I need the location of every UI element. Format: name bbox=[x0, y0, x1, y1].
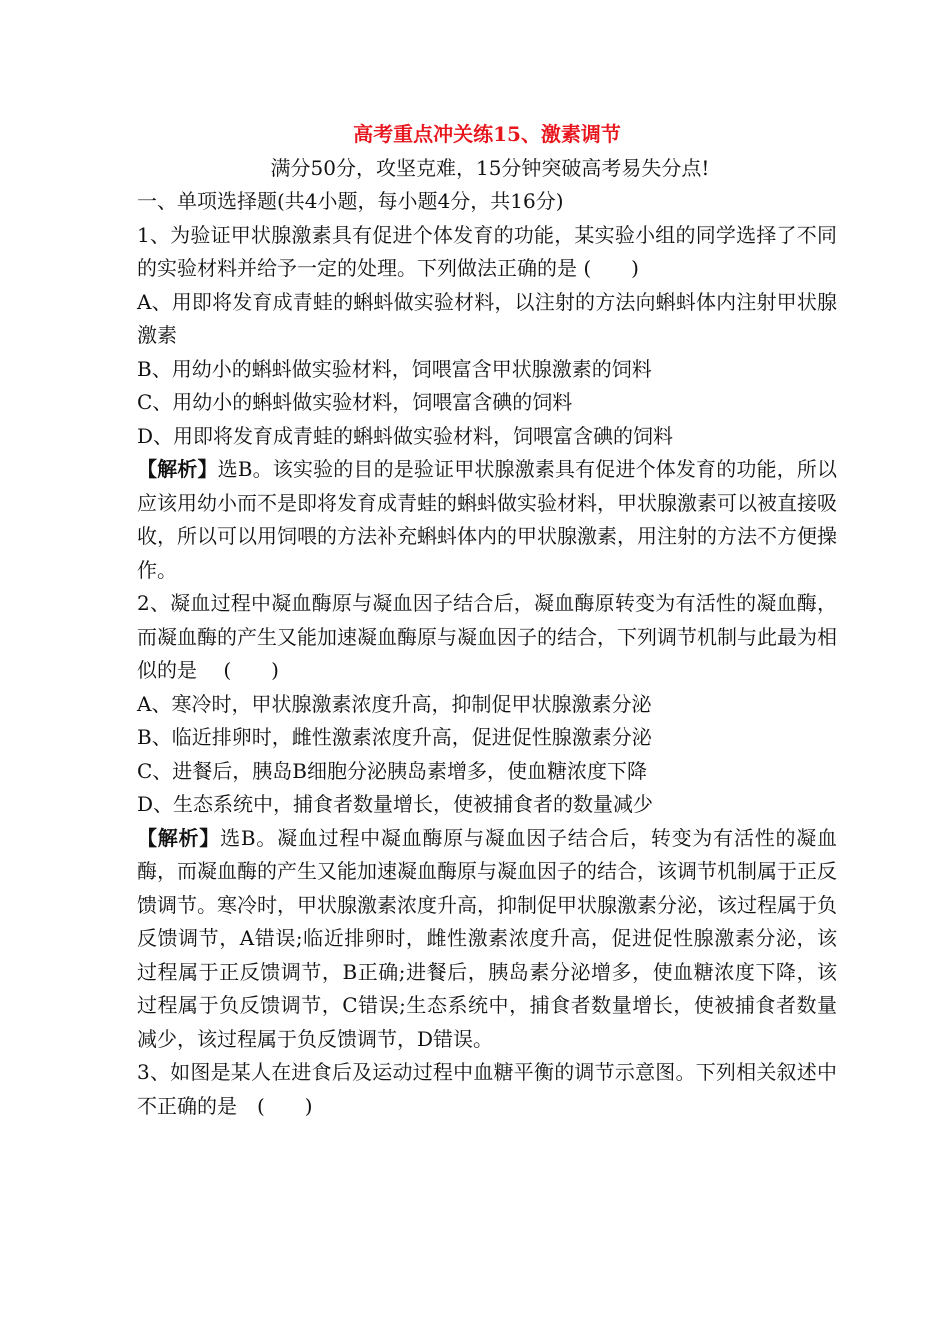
analysis-text: 选B。该实验的目的是验证甲状腺激素具有促进个体发育的功能，所以应该用幼小而不是即将发育成青蛙的蝌蚪做实验材料，甲状腺激素可以被直接吸收，所以可以用饲喂的方法补充蝌蚪体内的甲状腺激素，用注射的方法不方便操作。 bbox=[137, 457, 837, 582]
option-c: C、用幼小的蝌蚪做实验材料，饲喂富含碘的饲料 bbox=[137, 390, 573, 414]
option-c: C、进餐后，胰岛B细胞分泌胰岛素增多，使血糖浓度下降 bbox=[137, 758, 647, 783]
analysis-text: 选B。凝血过程中凝血酶原与凝血因子结合后，转变为有活性的凝血酶，而凝血酶的产生又能加速凝血酶原与凝血因子的结合，该调节机制属于正反馈调节。寒冷时，甲状腺激素浓度升高，抑制促甲状腺激素分泌，该过程属于负反馈调节，A错误;临近排卵时，雌性激素浓度升高，促进促性腺激素分泌，该过程属于正反馈调节，B正确;进餐后，胰岛素分泌增多，使血糖浓度下降，该过程属于负反馈调节，C错误;生态系统中，捕食者数量增长，使被捕食者数量减少，该过程属于负反馈调节，D错误。 bbox=[137, 825, 838, 1051]
option-b: B、用幼小的蝌蚪做实验材料，饲喂富含甲状腺激素的饲料 bbox=[137, 356, 652, 381]
document-title: 高考重点冲关练15、激素调节 bbox=[353, 122, 621, 146]
document-subtitle: 满分50分，攻坚克难，15分钟突破高考易失分点! bbox=[270, 155, 710, 180]
analysis-tag: 【解析】 bbox=[137, 825, 221, 850]
option-a: A、寒冷时，甲状腺激素浓度升高，抑制促甲状腺激素分泌 bbox=[137, 691, 652, 716]
option-b: B、临近排卵时，雌性激素浓度升高，促进促性腺激素分泌 bbox=[137, 725, 652, 749]
question-1 bbox=[137, 219, 837, 588]
question-stem: 1、为验证甲状腺激素具有促进个体发育的功能，某实验小组的同学选择了不同的实验材料并给予一定的处理。下列做法正确的是 ( ) bbox=[137, 222, 837, 280]
question-stem: 2、凝血过程中凝血酶原与凝血因子结合后，凝血酶原转变为有活性的凝血酶，而凝血酶的产生又能加速凝血酶原与凝血因子的结合，下列调节机制与此最为相似的是 ( ) bbox=[137, 591, 837, 682]
question-3 bbox=[137, 1056, 837, 1123]
option-d: D、生态系统中，捕食者数量增长，使被捕食者的数量减少 bbox=[137, 792, 654, 816]
question-2 bbox=[137, 587, 837, 1056]
document-body bbox=[137, 118, 837, 1123]
analysis bbox=[137, 822, 837, 1057]
option-a: A、用即将发育成青蛙的蝌蚪做实验材料，以注射的方法向蝌蚪体内注射甲状腺激素 bbox=[137, 289, 837, 347]
analysis-tag: 【解析】 bbox=[137, 457, 218, 481]
analysis bbox=[137, 453, 837, 587]
question-stem: 3、如图是某人在进食后及运动过程中血糖平衡的调节示意图。下列相关叙述中不正确的是 ( ) bbox=[137, 1060, 837, 1118]
section-heading: 一、单项选择题(共4小题，每小题4分，共16分) bbox=[137, 189, 564, 213]
option-d: D、用即将发育成青蛙的蝌蚪做实验材料，饲喂富含碘的饲料 bbox=[137, 423, 674, 448]
